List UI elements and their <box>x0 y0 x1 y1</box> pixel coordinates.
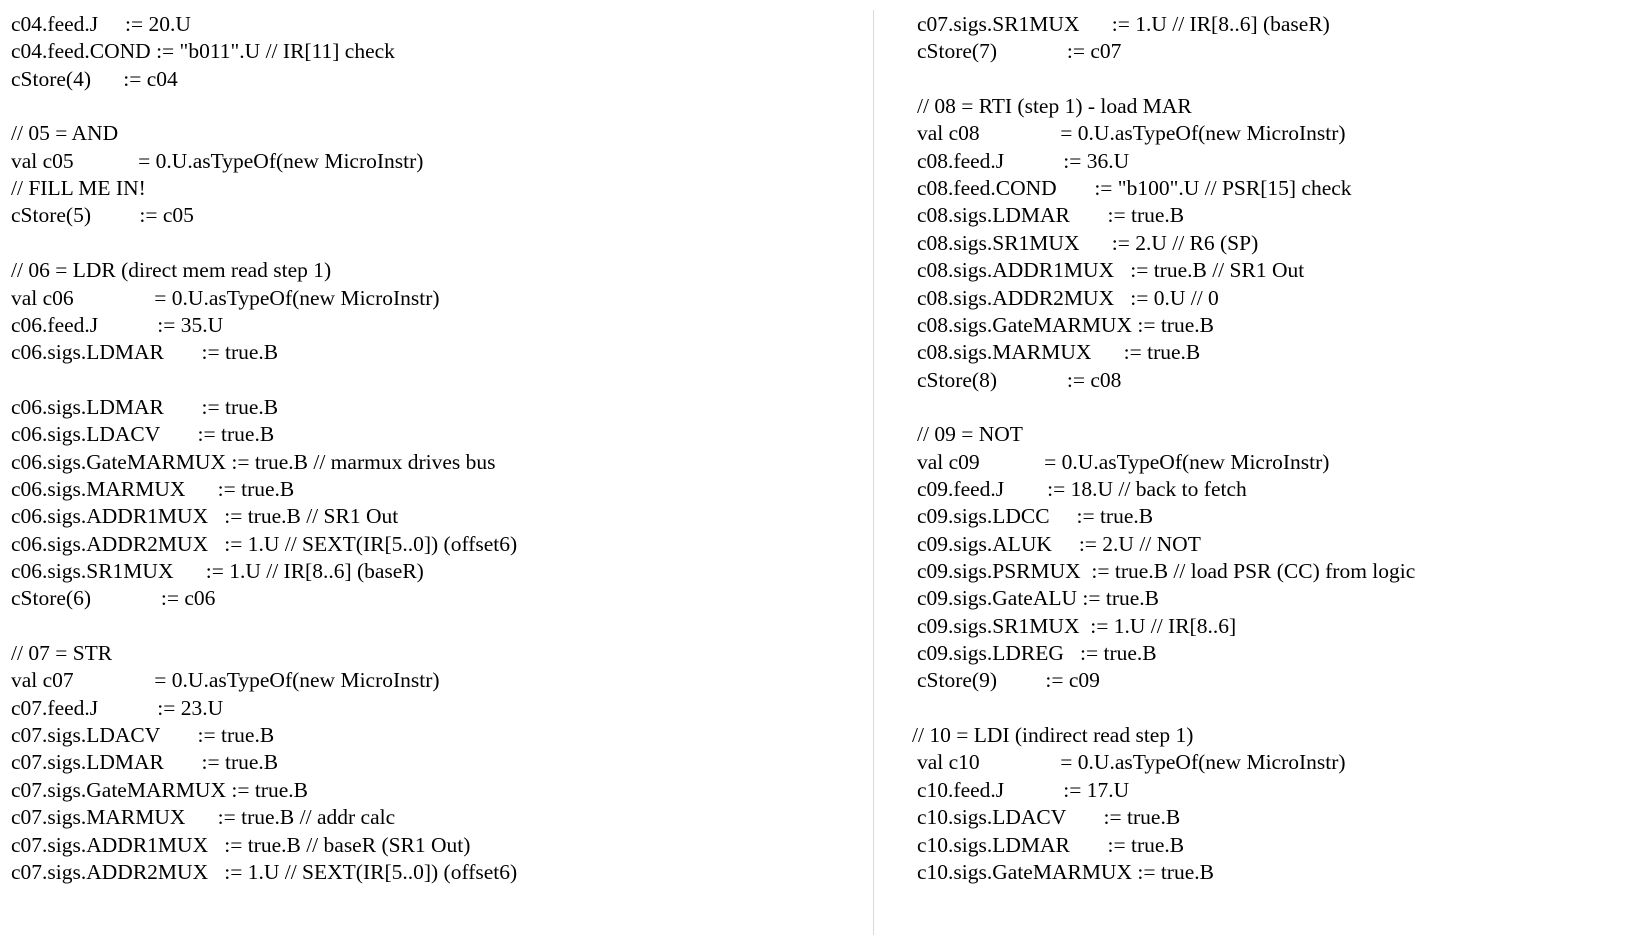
code-line: c09.sigs.ALUK := 2.U // NOT <box>917 531 1201 556</box>
code-line: val c08 = 0.U.asTypeOf(new MicroInstr) <box>917 121 1346 146</box>
code-line: c06.feed.J := 35.U <box>11 312 224 337</box>
code-line: // FILL ME IN! <box>11 176 146 201</box>
code-line: c06.sigs.LDACV := true.B <box>11 422 275 447</box>
code-line: // 08 = RTI (step 1) - load MAR <box>917 94 1192 119</box>
code-line: val c05 = 0.U.asTypeOf(new MicroInstr) <box>11 148 424 173</box>
code-line: c10.sigs.LDACV := true.B <box>917 805 1181 830</box>
code-line: c07.sigs.GateMARMUX := true.B <box>11 777 308 802</box>
column-divider <box>873 10 874 935</box>
code-line: c10.sigs.LDMAR := true.B <box>917 832 1185 857</box>
code-line: cStore(8) := c08 <box>917 367 1122 392</box>
code-line: cStore(4) := c04 <box>11 66 178 91</box>
code-line: c10.feed.J := 17.U <box>917 777 1130 802</box>
code-line: c06.sigs.SR1MUX := 1.U // IR[8..6] (baseR) <box>11 559 424 583</box>
code-line: c09.sigs.GateALU := true.B <box>917 586 1160 611</box>
code-line: // 09 = NOT <box>917 422 1023 447</box>
code-line: c08.sigs.SR1MUX := 2.U // R6 (SP) <box>917 230 1259 255</box>
code-line: c09.feed.J := 18.U // back to fetch <box>917 476 1247 501</box>
code-line: c07.sigs.LDACV := true.B <box>11 723 275 748</box>
code-line: // 05 = AND <box>11 121 119 146</box>
code-line: c07.sigs.ADDR2MUX := 1.U // SEXT(IR[5..0]) (offset6) <box>11 859 518 884</box>
code-line: c06.sigs.GateMARMUX := true.B // marmux drives bus <box>11 449 496 474</box>
code-line: // 06 = LDR (direct mem read step 1) <box>11 258 332 283</box>
code-line: c10.sigs.GateMARMUX := true.B <box>917 859 1214 884</box>
code-line: c07.sigs.LDMAR := true.B <box>11 750 279 775</box>
code-line: cStore(6) := c06 <box>11 586 216 611</box>
code-line: c06.sigs.MARMUX := true.B <box>11 476 295 501</box>
code-line: c08.feed.J := 36.U <box>917 148 1130 173</box>
code-line: c08.sigs.GateMARMUX := true.B <box>917 312 1214 337</box>
code-line: c07.sigs.SR1MUX := 1.U // IR[8..6] (baseR) <box>917 12 1330 36</box>
code-line: c04.feed.J := 20.U <box>11 12 191 36</box>
code-line: c08.sigs.MARMUX := true.B <box>917 340 1201 365</box>
code-line: cStore(9) := c09 <box>917 668 1100 693</box>
code-line: c08.sigs.ADDR1MUX := true.B // SR1 Out <box>917 258 1305 283</box>
code-line: c08.sigs.ADDR2MUX := 0.U // 0 <box>917 285 1219 310</box>
code-line: c08.sigs.LDMAR := true.B <box>917 203 1185 228</box>
code-line: c09.sigs.SR1MUX := 1.U // IR[8..6] <box>917 613 1237 638</box>
code-line: // 10 = LDI (indirect read step 1) <box>912 723 1194 748</box>
code-line: c09.sigs.LDREG := true.B <box>917 641 1157 666</box>
code-line: c06.sigs.ADDR1MUX := true.B // SR1 Out <box>11 504 399 529</box>
code-line: c06.sigs.LDMAR := true.B <box>11 340 279 365</box>
code-line: val c10 = 0.U.asTypeOf(new MicroInstr) <box>917 750 1346 775</box>
code-line: c04.feed.COND := "b011".U // IR[11] check <box>11 39 395 64</box>
code-line: c09.sigs.PSRMUX := true.B // load PSR (CC) from logic <box>917 559 1416 583</box>
code-line: val c07 = 0.U.asTypeOf(new MicroInstr) <box>11 668 440 693</box>
code-line: cStore(7) := c07 <box>917 39 1122 64</box>
code-line: c07.sigs.ADDR1MUX := true.B // baseR (SR1 Out) <box>11 832 471 857</box>
code-line: val c06 = 0.U.asTypeOf(new MicroInstr) <box>11 285 440 310</box>
code-line: c08.feed.COND := "b100".U // PSR[15] check <box>917 176 1352 201</box>
code-line: c07.sigs.MARMUX := true.B // addr calc <box>11 805 396 830</box>
code-line: c07.feed.J := 23.U <box>11 695 224 720</box>
code-line: cStore(5) := c05 <box>11 203 194 228</box>
code-line: c09.sigs.LDCC := true.B <box>917 504 1154 529</box>
code-line: c06.sigs.ADDR2MUX := 1.U // SEXT(IR[5..0]) (offset6) <box>11 531 518 556</box>
code-line: c06.sigs.LDMAR := true.B <box>11 394 279 419</box>
code-line: // 07 = STR <box>11 641 113 666</box>
code-line: val c09 = 0.U.asTypeOf(new MicroInstr) <box>917 449 1330 474</box>
